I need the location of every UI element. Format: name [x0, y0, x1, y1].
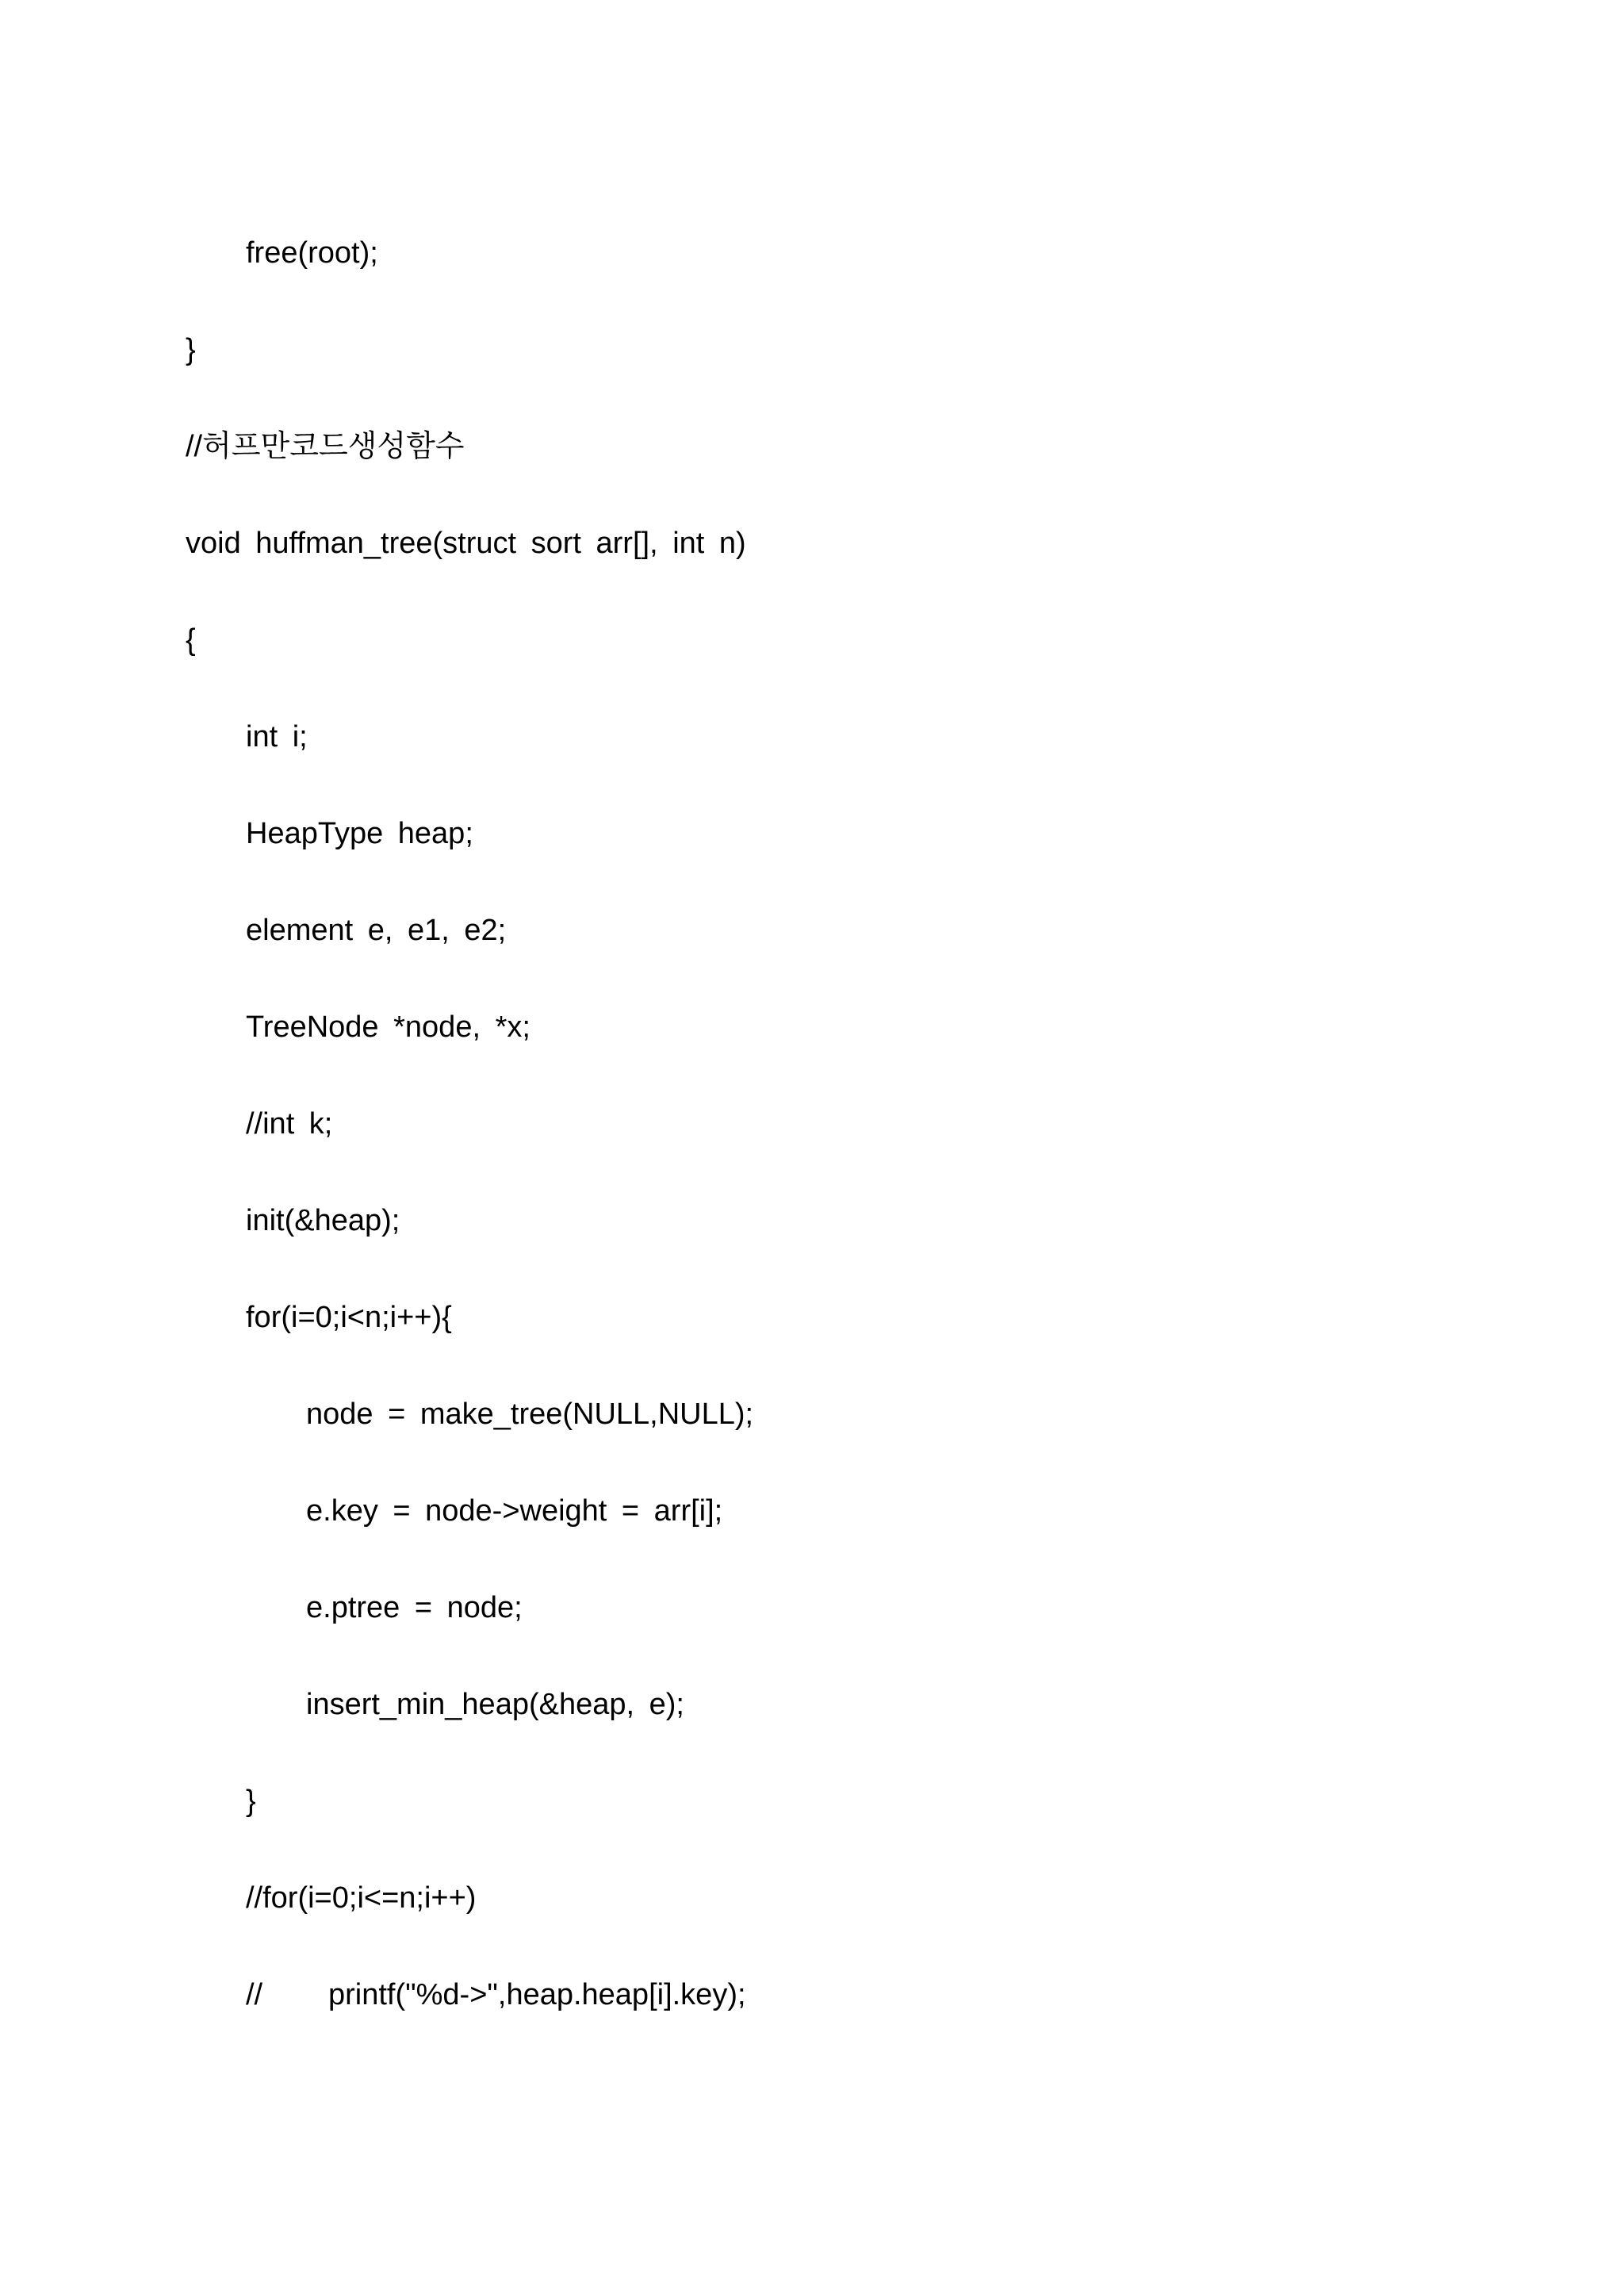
function-signature-line: void huffman_tree(struct sort arr[], int n) [186, 527, 746, 560]
code-line: for(i=0;i<n;i++){ [246, 1301, 452, 1334]
code-comment-marker: // [246, 1978, 263, 2011]
code-line: } [246, 1785, 256, 1818]
code-comment-line: //허프만코드생성함수 [186, 430, 465, 463]
code-comment-line: //int k; [246, 1107, 333, 1141]
code-comment-line: //for(i=0;i<=n;i++) [246, 1881, 477, 1915]
code-line: node = make_tree(NULL,NULL); [306, 1398, 754, 1431]
code-comment-line: printf("%d->",heap.heap[i].key); [328, 1978, 746, 2011]
code-line: { [186, 623, 196, 657]
code-line: insert_min_heap(&heap, e); [306, 1688, 684, 1721]
code-line: e.key = node->weight = arr[i]; [306, 1494, 723, 1528]
code-line: e.ptree = node; [306, 1591, 523, 1624]
code-line: init(&heap); [246, 1204, 400, 1237]
code-line: TreeNode *node, *x; [246, 1010, 530, 1044]
code-line: free(root); [246, 236, 378, 270]
code-line: int i; [246, 720, 308, 753]
code-line: HeapType heap; [246, 817, 473, 850]
code-line: } [186, 333, 196, 366]
code-line: element e, e1, e2; [246, 914, 507, 947]
